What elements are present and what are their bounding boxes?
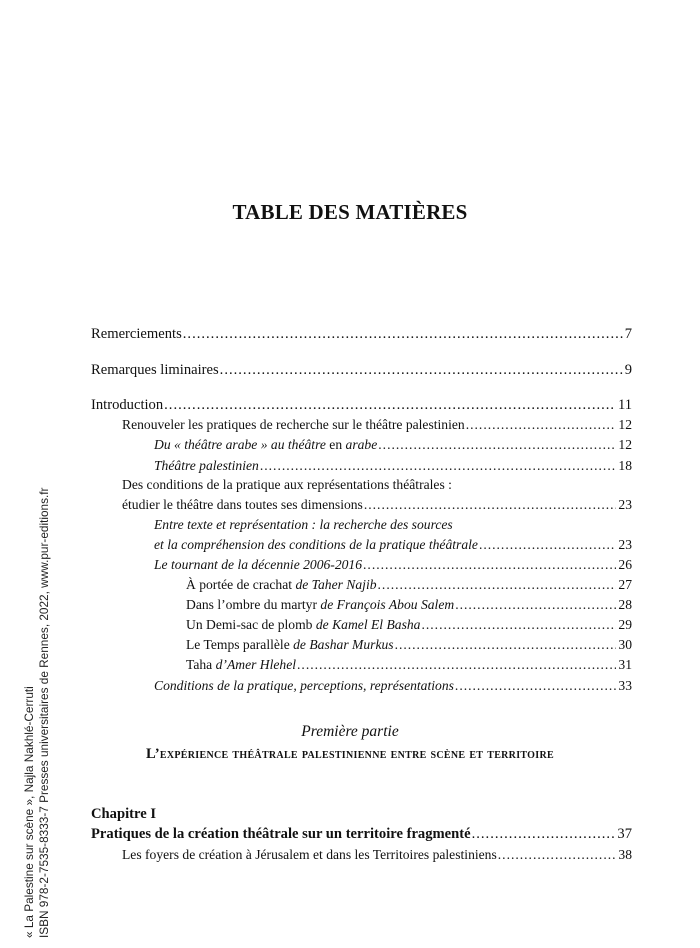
toc-page-number: 11	[617, 397, 632, 413]
part-title: L’expérience théâtrale palestinienne entre scène et territoire	[146, 746, 554, 762]
page-title: TABLE DES MATIÈRES	[232, 200, 468, 224]
toc-entry-entre-texte-line1: Entre texte et représentation : la recherche des sources	[154, 517, 453, 532]
toc-entry-theatre-palestinien[interactable]	[154, 458, 632, 474]
copyright-sidebar	[22, 398, 52, 938]
toc-page-number: 37	[617, 826, 632, 842]
toc-entry-renouveler[interactable]	[122, 417, 632, 433]
toc-page-number: 27	[618, 577, 632, 592]
leader-dots	[466, 417, 617, 433]
sidebar-line-isbn: ISBN 978-2-7535-8333-7 Presses universitaires de Rennes, 2022, www.pur-editions.fr	[37, 487, 51, 938]
toc-entry-label: Introduction	[91, 397, 164, 413]
toc-entry-label: Renouveler les pratiques de recherche sur le théâtre palestinien	[122, 417, 465, 432]
toc-entry-temps[interactable]	[186, 637, 632, 653]
toc-entry-tournant[interactable]	[154, 557, 632, 573]
toc-page-number: 31	[618, 657, 632, 672]
toc-page-number: 33	[618, 678, 632, 693]
toc-page-number: 12	[618, 417, 632, 432]
toc-entry-label: étudier le théâtre dans toutes ses dimensions	[122, 497, 363, 512]
leader-dots	[395, 637, 617, 653]
toc-page-number: 7	[624, 326, 632, 342]
leader-dots	[260, 458, 617, 474]
leader-dots	[364, 497, 617, 513]
toc-entry-label: Remerciements	[91, 326, 182, 342]
toc-entry-label: Un Demi-sac de plomb de Kamel El Basha	[186, 617, 421, 632]
leader-dots	[297, 657, 616, 673]
toc-entry-pratiques[interactable]	[91, 826, 632, 843]
leader-dots	[455, 597, 616, 613]
toc-entry-label: Conditions de la pratique, perceptions, représentations	[154, 678, 454, 693]
toc-entry-label: Taha d’Amer Hlehel	[186, 657, 297, 672]
toc-entry-conditions-pratique[interactable]	[154, 678, 632, 694]
leader-dots	[363, 557, 616, 573]
leader-dots	[378, 437, 616, 453]
toc-entry-foyers[interactable]	[122, 847, 632, 863]
toc-entry-remerciements[interactable]	[91, 326, 632, 343]
toc-entry-remarques[interactable]	[91, 362, 632, 379]
part-label: Première partie	[301, 723, 399, 740]
toc-entry-label: Du « théâtre arabe » au théâtre en arabe	[154, 437, 378, 452]
toc-page-number: 26	[618, 557, 632, 572]
leader-dots	[220, 362, 623, 379]
toc-page-number: 28	[618, 597, 632, 612]
toc-entry-taha[interactable]	[186, 657, 632, 673]
toc-entry-entre-texte[interactable]	[154, 537, 632, 553]
toc-entry-label: Dans l’ombre du martyr de François Abou Salem	[186, 597, 455, 612]
leader-dots	[455, 678, 616, 694]
toc-page-number: 18	[618, 458, 632, 473]
leader-dots	[479, 537, 616, 553]
toc-entry-introduction[interactable]	[91, 397, 632, 414]
toc-page-number: 38	[618, 847, 632, 862]
leader-dots	[421, 617, 616, 633]
toc-entry-conditions-line1: Des conditions de la pratique aux représentations théâtrales :	[122, 477, 452, 492]
toc-entry-label: Théâtre palestinien	[154, 458, 259, 473]
sidebar-line-title: « La Palestine sur scène », Najla Nakhlé-Cerruti	[22, 686, 36, 938]
toc-entry-du-theatre-arabe[interactable]	[154, 437, 632, 453]
leader-dots	[164, 397, 616, 414]
leader-dots	[183, 326, 623, 343]
toc-entry-demi-sac[interactable]	[186, 617, 632, 633]
toc-entry-label: Les foyers de création à Jérusalem et dans les Territoires palestiniens	[122, 847, 497, 862]
toc-entry-label: Le Temps parallèle de Bashar Murkus	[186, 637, 394, 652]
toc-entry-label: et la compréhension des conditions de la pratique théâtrale	[154, 537, 478, 552]
toc-entry-label: Le tournant de la décennie 2006-2016	[154, 557, 363, 572]
toc-entry-ombre[interactable]	[186, 597, 632, 613]
toc-entry-conditions[interactable]	[122, 497, 632, 513]
toc-page-number: 23	[618, 497, 632, 512]
toc-page-number: 12	[618, 437, 632, 452]
toc-page-number: 9	[624, 362, 632, 378]
chapter-label: Chapitre I	[91, 806, 157, 822]
toc-entry-label: À portée de crachat de Taher Najib	[186, 577, 377, 592]
toc-entry-crachat[interactable]	[186, 577, 632, 593]
toc-page-number: 30	[618, 637, 632, 652]
leader-dots	[472, 826, 616, 843]
toc-page-number: 29	[618, 617, 632, 632]
leader-dots	[378, 577, 617, 593]
leader-dots	[498, 847, 617, 863]
toc-entry-label: Remarques liminaires	[91, 362, 219, 378]
toc-entry-label: Pratiques de la création théâtrale sur un territoire fragmenté	[91, 826, 471, 842]
toc-page-number: 23	[618, 537, 632, 552]
